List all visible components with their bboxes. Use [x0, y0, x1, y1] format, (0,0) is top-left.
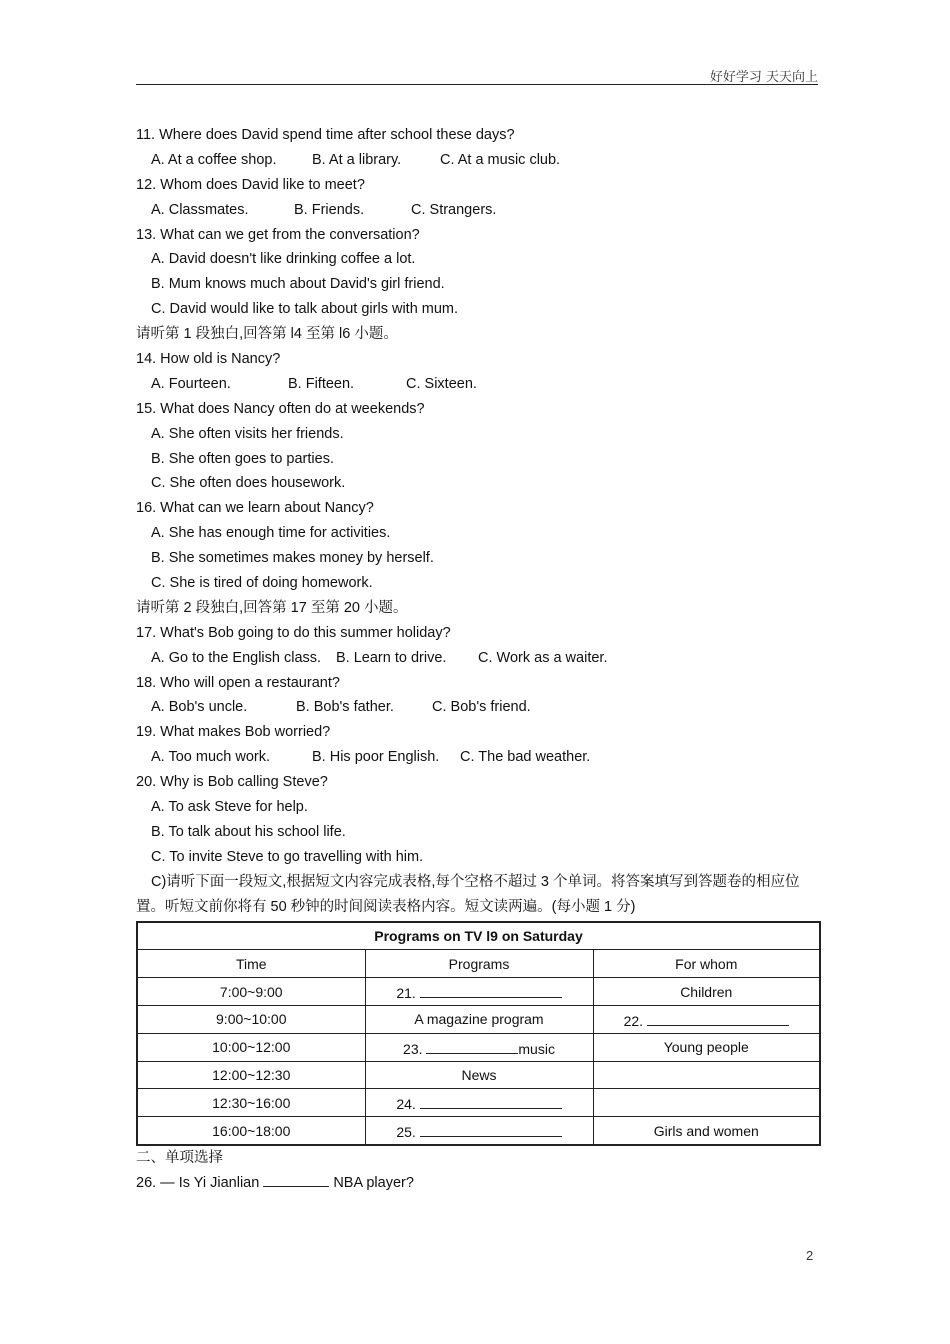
cell-for-whom — [593, 1061, 820, 1089]
cell-for-whom: Girls and women — [593, 1117, 820, 1145]
cell-for-whom: Children — [593, 978, 820, 1006]
answer-21-blank[interactable] — [420, 982, 562, 998]
option-18a: A. Bob's uncle. — [151, 699, 248, 716]
option-13c: C. David would like to talk about girls with mum. — [151, 301, 459, 318]
answer-21-cell[interactable] — [365, 978, 593, 1006]
header-for-whom: For whom — [593, 950, 820, 978]
cell-for-whom — [593, 1089, 820, 1117]
cell-time: 10:00~12:00 — [137, 1033, 365, 1061]
answer-number: 25. — [396, 1124, 416, 1140]
option-16c: C. She is tired of doing homework. — [151, 575, 373, 592]
options-12 — [136, 198, 818, 223]
header-motto: 好好学习 天天向上 — [709, 70, 818, 85]
question-group-a — [136, 123, 818, 322]
options-14 — [136, 372, 818, 397]
option-11b: B. At a library. — [312, 151, 402, 168]
options-19 — [136, 745, 818, 770]
header-time: Time — [137, 950, 365, 978]
answer-number: 23. — [403, 1040, 423, 1057]
option-15b: B. She often goes to parties. — [151, 450, 334, 467]
question-15: 15. What does Nancy often do at weekends? — [136, 400, 425, 417]
answer-25-blank[interactable] — [420, 1121, 562, 1137]
table-row — [137, 1089, 820, 1117]
answer-number: 21. — [396, 985, 416, 1002]
option-16a: A. She has enough time for activities. — [151, 525, 391, 542]
answer-24-blank[interactable] — [420, 1093, 562, 1109]
section-two-title: 二、单项选择 — [136, 1149, 223, 1166]
cell-time: 7:00~9:00 — [137, 978, 365, 1006]
answer-22-cell[interactable] — [593, 1005, 820, 1033]
table-header-row — [137, 950, 820, 978]
cell-time: 12:30~16:00 — [137, 1089, 365, 1117]
cell-for-whom: Young people — [593, 1033, 820, 1061]
question-18: 18. Who will open a restaurant? — [136, 674, 340, 691]
option-20c: C. To invite Steve to go travelling with him. — [151, 848, 424, 865]
table-row — [137, 1117, 820, 1145]
answer-number: 24. — [396, 1096, 416, 1113]
option-20b: B. To talk about his school life. — [151, 823, 346, 840]
section-2-instruction: 请听第 2 段独白,回答第 17 至第 20 小题。 — [136, 599, 408, 616]
q26-suffix: NBA player? — [333, 1174, 414, 1191]
answer-23-blank[interactable] — [426, 1038, 518, 1054]
option-19c: C. The bad weather. — [460, 749, 591, 766]
q26-prefix: 26. — Is Yi Jianlian — [136, 1174, 260, 1191]
table-row — [137, 1061, 820, 1089]
question-20: 20. Why is Bob calling Steve? — [136, 774, 328, 791]
answer-22-blank[interactable] — [647, 1010, 789, 1026]
question-17: 17. What's Bob going to do this summer holiday? — [136, 624, 451, 641]
section-1-instruction: 请听第 1 段独白,回答第 l4 至第 l6 小题。 — [136, 326, 398, 343]
question-11: 11. Where does David spend time after school these days? — [136, 127, 515, 143]
table-title: Programs on TV l9 on Saturday — [137, 922, 820, 950]
answer-24-cell[interactable] — [365, 1089, 593, 1117]
question-19: 19. What makes Bob worried? — [136, 724, 331, 741]
answer-23-cell[interactable] — [365, 1033, 593, 1061]
option-15c: C. She often does housework. — [151, 475, 346, 492]
part-c-instructions: C)请听下面一段短文,根据短文内容完成表格,每个空格不超过 3 个单词。将答案填写到答题卷的相应位置。听短文前你将有 50 秒钟的时间阅读表格内容。短文读两遍。(每小题 1 分) — [136, 873, 800, 915]
answer-25-cell[interactable] — [365, 1117, 593, 1145]
cell-time: 9:00~10:00 — [137, 1005, 365, 1033]
options-11 — [136, 148, 818, 173]
question-13: 13. What can we get from the conversation? — [136, 226, 420, 243]
table-row — [137, 978, 820, 1006]
table-title-row — [137, 922, 820, 950]
option-13b: B. Mum knows much about David's girl friend. — [151, 276, 445, 293]
option-14b: B. Fifteen. — [288, 375, 355, 392]
option-15a: A. She often visits her friends. — [151, 425, 344, 442]
question-12: 12. Whom does David like to meet? — [136, 176, 365, 193]
option-16b: B. She sometimes makes money by herself. — [151, 550, 434, 567]
question-16: 16. What can we learn about Nancy? — [136, 500, 374, 517]
exam-content — [136, 123, 818, 1196]
option-17a: A. Go to the English class. — [151, 649, 322, 666]
cell-program: News — [365, 1061, 593, 1089]
options-18 — [136, 695, 818, 720]
option-11a: A. At a coffee shop. — [151, 151, 277, 168]
options-17 — [136, 646, 818, 671]
option-14a: A. Fourteen. — [151, 375, 231, 392]
question-group-c — [136, 621, 818, 870]
question-14: 14. How old is Nancy? — [136, 351, 281, 368]
option-14c: C. Sixteen. — [406, 375, 477, 392]
table-row — [137, 1005, 820, 1033]
option-19a: A. Too much work. — [151, 749, 271, 766]
option-18b: B. Bob's father. — [296, 699, 394, 716]
option-19b: B. His poor English. — [312, 749, 440, 766]
option-12b: B. Friends. — [294, 201, 365, 218]
programs-table — [136, 921, 821, 1146]
option-17b: B. Learn to drive. — [336, 649, 447, 666]
answer-23-suffix: music — [518, 1040, 555, 1057]
table-row — [137, 1033, 820, 1061]
header-programs: Programs — [365, 950, 593, 978]
question-26 — [136, 1171, 818, 1196]
option-18c: C. Bob's friend. — [432, 699, 531, 716]
cell-time: 12:00~12:30 — [137, 1061, 365, 1089]
option-20a: A. To ask Steve for help. — [151, 799, 308, 816]
option-13a: A. David doesn't like drinking coffee a lot. — [151, 251, 416, 268]
option-12c: C. Strangers. — [411, 201, 497, 218]
answer-26-blank[interactable] — [263, 1172, 329, 1187]
question-group-b — [136, 347, 818, 596]
option-11c: C. At a music club. — [440, 151, 561, 168]
cell-program: A magazine program — [365, 1005, 593, 1033]
answer-number: 22. — [623, 1012, 644, 1029]
page-number: 2 — [806, 1248, 814, 1263]
cell-time: 16:00~18:00 — [137, 1117, 365, 1145]
page-header — [136, 66, 818, 85]
option-17c: C. Work as a waiter. — [478, 649, 608, 666]
option-12a: A. Classmates. — [151, 201, 249, 218]
